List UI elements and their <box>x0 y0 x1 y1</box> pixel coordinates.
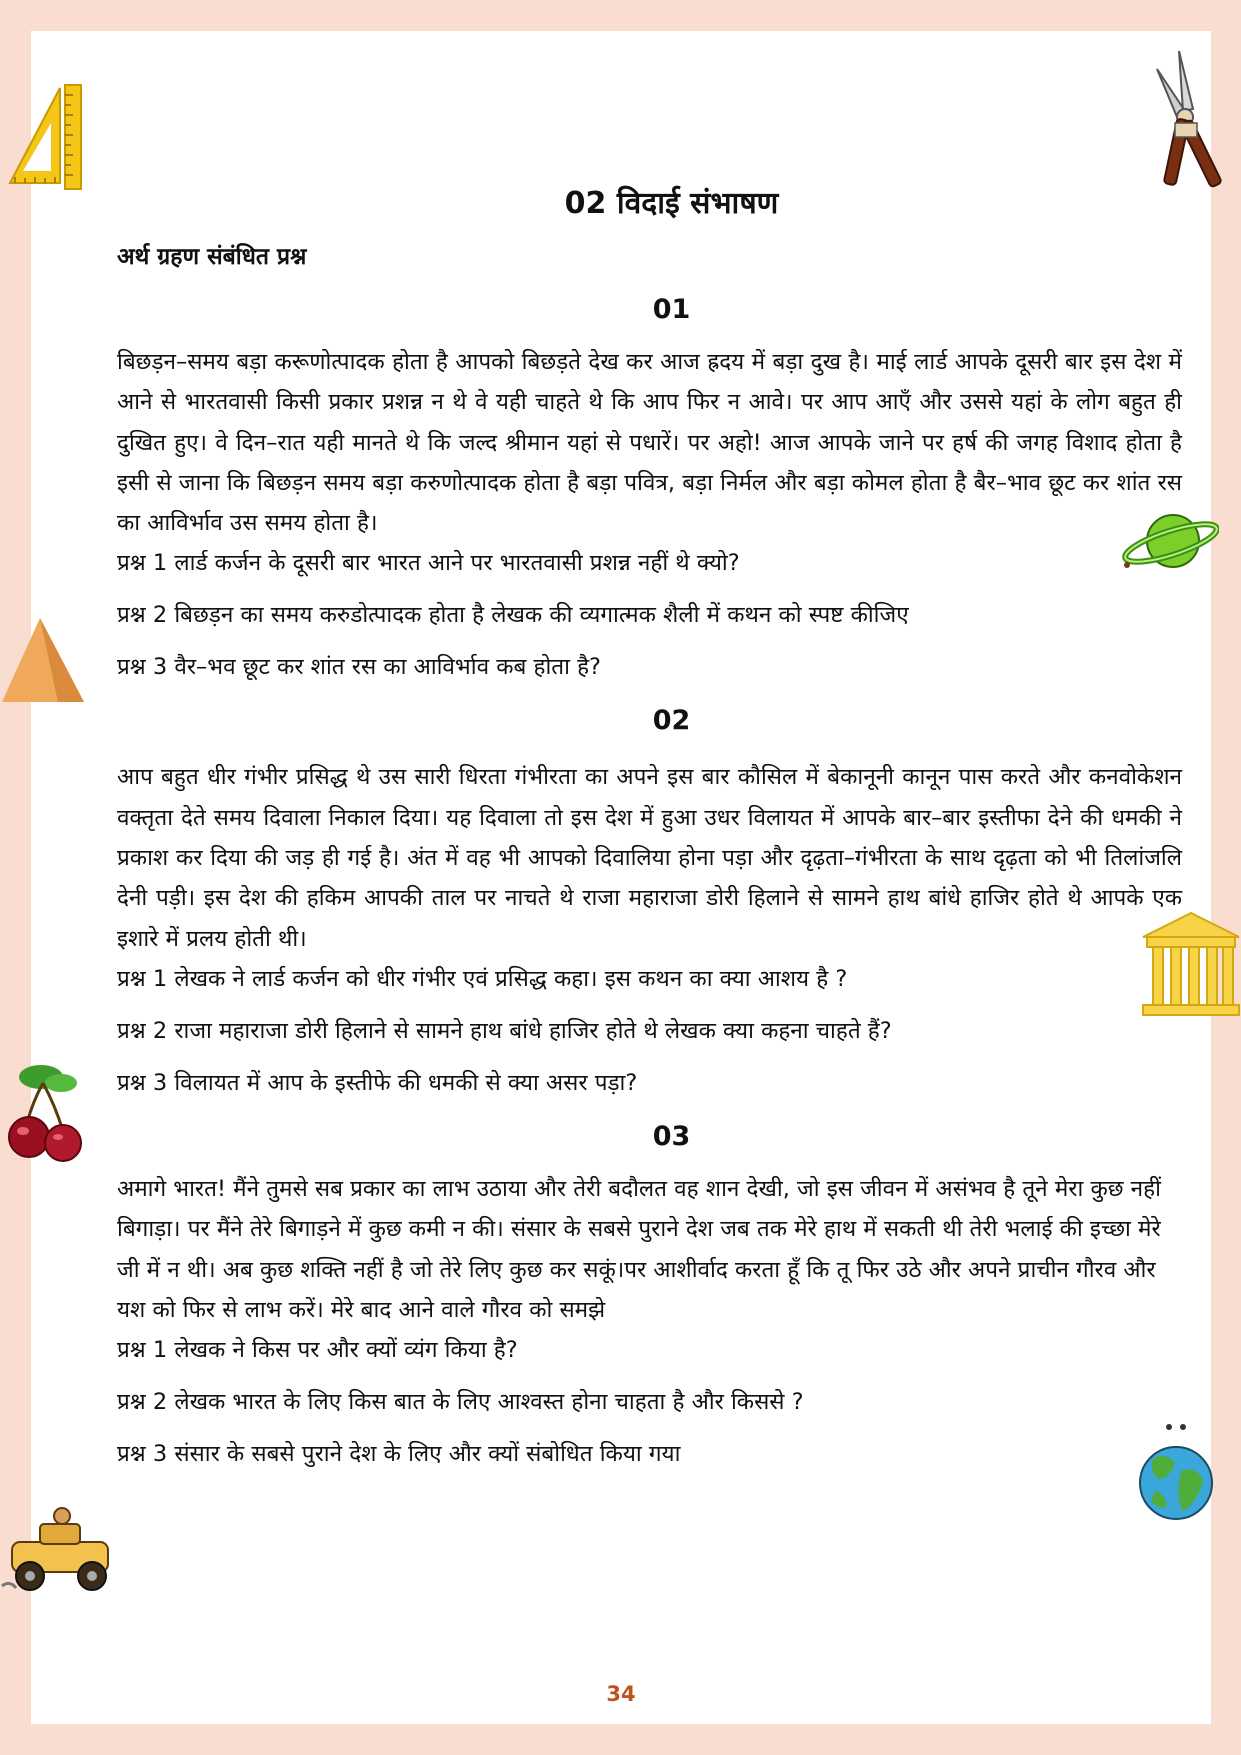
passage-number: 02 <box>652 705 691 737</box>
passage-text: अमागे भारत! मैंने तुमसे सब प्रकार का लाभ उठाया और तेरी बदौलत वह शान देखी, जो इस जीवन में असंभव है तूने मेरा कुछ नहीं बिगाड़ा। पर मैंने तेरे बिगाड़ने में कुछ कमी न की। संसार के सबसे पुराने देश जब तक मेरे हाथ में सकती थी तेरी भलाई की इच्छा मेरे जी में न थी। अब कुछ शक्ति नहीं है जो तेरे लिए कुछ कर सकूं।पर आशीर्वाद करता हूँ कि तू फिर उठे और अपने प्राचीन गौरव और यश को फिर से लाभ करें। मेरे बाद आने वाले गौरव को समझे <box>117 1175 1161 1323</box>
question-1: प्रश्न 1 लार्ड कर्जन के दूसरी बार भारत आने पर भारतवासी प्रशन्न नहीं थे क्यो? <box>117 550 740 577</box>
set-square-ruler-icon <box>5 83 95 193</box>
passage-text: आप बहुत धीर गंभीर प्रसिद्ध थे उस सारी धिरता गंभीरता का अपने इस बार कौसिल में बेकानूनी कानून पास करते और कनवोकेशन वक्तृता देते समय दिवाला निकाल दिया। यह दिवाला तो इस देश में हुआ उधर विलायत में आपके बार–बार इस्तीफा देने की धमकी ने प्रकाश कर दिया की जड़ ही गई है। अंत में वह भी आपको दिवालिया होना पड़ा और दृढ़ता–गंभीरता के साथ दृढ़ता को भी तिलांजलि देनी पड़ी। इस देश की हकिम आपकी ताल पर नाचते थे राजा महाराजा डोरी हिलाने से सामने हाथ बांधे हाजिर होते थे आपके एक इशारे में प्रलय होती थी। <box>117 764 1182 952</box>
question-2: प्रश्न 2 राजा महाराजा डोरी हिलाने से सामने हाथ बांधे हाजिर होते थे लेखक क्या कहना चाहते हैं? <box>117 1017 892 1044</box>
page-number: 34 <box>606 1682 636 1706</box>
passage-number: 03 <box>652 1120 691 1152</box>
cherries-icon <box>3 1061 93 1171</box>
passage-number: 01 <box>652 294 691 325</box>
question-2: प्रश्न 2 लेखक भारत के लिए किस बात के लिए आश्वस्त होना चाहता है और किससे ? <box>117 1389 804 1416</box>
content <box>117 71 1182 1474</box>
passage-block-02 <box>117 701 1182 1102</box>
passage-block-03 <box>117 1117 1182 1474</box>
question-2: प्रश्न 2 बिछड़न का समय करुडोत्पादक होता है लेखक की व्यगात्मक शैली में कथन को स्पष्ट कीजिए <box>117 602 909 629</box>
question-1: प्रश्न 1 लेखक ने किस पर और क्यों व्यंग किया है? <box>117 1337 518 1364</box>
question-3: प्रश्न 3 संसार के सबसे पुराने देश के लिए और क्यों संबोधित किया गया <box>117 1441 681 1468</box>
question-3: प्रश्न 3 विलायत में आप के इस्तीफे की धमकी से क्या असर पड़ा? <box>117 1069 638 1096</box>
section-heading: अर्थ ग्रहण संबंधित प्रश्न <box>117 244 307 270</box>
car-icon <box>0 1506 125 1601</box>
passage-text: बिछड़न–समय बड़ा करूणोत्पादक होता है आपको बिछड़ते देख कर आज ह्रदय में बड़ा दुख है। माई लार्ड आपके दूसरी बार इस देश में आने से भारतवासी किसी प्रकार प्रशन्न न थे वे यही चाहते थे कि आप फिर न आवे। पर आप आएँ और उससे यहां के लोग बहुत ही दुखित हुए। वे दिन–रात यही मानते थे कि जल्द श्रीमान यहां से पधारें। पर अहो! आज आपके जाने पर हर्ष की जगह विशाद होता है इसी से जाना कि बिछड़न समय बड़ा करुणोत्पादक होता है बड़ा पवित्र, बड़ा निर्मल और बड़ा कोमल होता है बैर–भाव छूट कर शांत रस का आविर्भाव उस समय होता है। <box>117 349 1182 537</box>
question-3: प्रश्न 3 वैर–भव छूट कर शांत रस का आविर्भाव कब होता है? <box>117 654 601 681</box>
page <box>31 31 1211 1724</box>
chapter-title: 02 विदाई संभाषण <box>564 186 779 221</box>
question-1: प्रश्न 1 लेखक ने लार्ड कर्जन को धीर गंभीर एवं प्रसिद्ध कहा। इस कथन का क्या आशय है ? <box>117 965 848 992</box>
pyramid-icon <box>0 616 95 706</box>
passage-block-01 <box>117 290 1182 687</box>
